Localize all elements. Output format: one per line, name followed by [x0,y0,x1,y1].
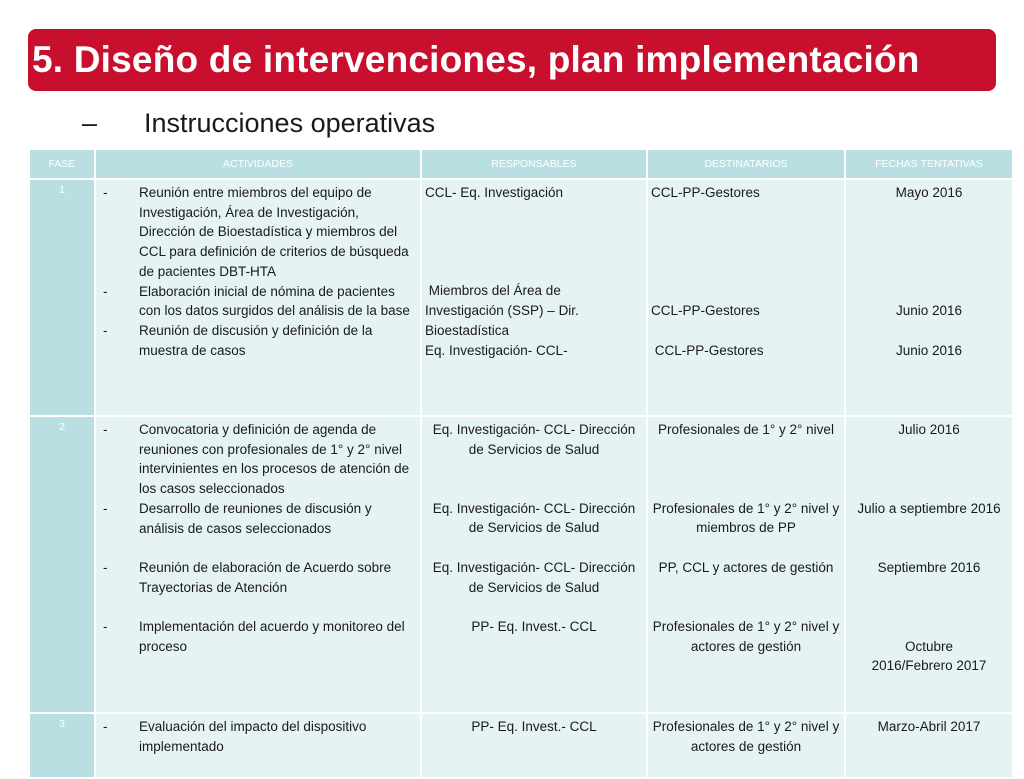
responsable-text: CCL- Eq. Investigación [425,185,564,200]
activity-text: Reunión de elaboración de Acuerdo sobre Trayectorias de Atención [139,559,392,595]
responsable-text: PP- Eq. Invest.- CCL [471,618,597,634]
actividades-cell [95,713,421,778]
activity-text: Convocatoria y definición de agenda de reuniones con profesionales de 1° y 2° nivel intervinientes en los procesos de atención de los casos seleccionados [139,422,410,497]
destinatario-text: Profesionales de 1° y 2° nivel [658,422,834,437]
destinatario-text: Profesionales de 1° y 2° nivel y actores de gestión [652,618,840,654]
responsables-cell [421,179,647,416]
activity-text: Reunión entre miembros del equipo de Investigación, Área de Investigación, Dirección de Bioestadística y miembros del CCL para definición de criterios de búsqueda de pacientes DBT-HTA [139,185,409,279]
fecha-text: Septiembre 2016 [877,559,981,575]
destinatario-text: CCL-PP-Gestores [651,303,760,319]
destinatarios-cell [647,416,845,713]
bullet: - [103,422,108,437]
fase-cell: 3 [29,713,95,778]
operations-table [28,148,1014,779]
responsables-cell [421,416,647,713]
activity-item [99,717,417,756]
activity-text: Elaboración inicial de nómina de pacientes con los datos surgidos del análisis de la base [139,283,410,319]
activity-item [99,558,417,597]
responsable-text: Eq. Investigación- CCL- Dirección de Servicios de Salud [432,500,636,536]
actividades-cell [95,179,421,416]
fecha-text: Julio a septiembre 2016 [857,500,1001,516]
fase-cell: 2 [29,416,95,713]
activity-text: Reunión de discusión y definición de la muestra de casos [139,322,373,358]
header-responsables: RESPONSABLES [421,149,647,179]
destinatario-text: Profesionales de 1° y 2° nivel y miembros de PP [652,500,840,536]
responsable-text: Eq. Investigación- CCL- Dirección de Servicios de Salud [432,559,636,595]
activity-item [99,183,417,282]
table-row [29,713,1013,778]
table-row [29,416,1013,713]
actividades-cell [95,416,421,713]
fase-cell: 1 [29,179,95,416]
responsable-text: Eq. Investigación- CCL- Dirección de Servicios de Salud [432,422,636,457]
destinatario-text: Profesionales de 1° y 2° nivel y actores de gestión [652,719,840,754]
fecha-text: Mayo 2016 [895,185,963,200]
slide-subtitle: Instrucciones operativas [144,108,436,138]
header-destinatarios: DESTINATARIOS [647,149,845,179]
bullet: - [103,719,108,734]
activity-text: Desarrollo de reuniones de discusión y análisis de casos seleccionados [139,500,372,536]
destinatarios-cell [647,713,845,778]
table-header-row [29,149,1013,179]
bullet: - [103,283,108,299]
activity-item [99,282,417,321]
fecha-text: Octubre 2016/Febrero 2017 [871,638,987,674]
fecha-text: Julio 2016 [898,422,960,437]
bullet: - [103,619,108,634]
bullet: - [103,500,108,516]
table-row [29,179,1013,416]
bullet: - [103,559,108,575]
destinatario-text: PP, CCL y actores de gestión [658,559,834,575]
fecha-text: Junio 2016 [895,303,963,319]
responsable-text: Eq. Investigación- CCL- [425,342,568,358]
activity-item [99,617,417,656]
destinatarios-cell [647,179,845,416]
subtitle-dash: – [82,108,98,138]
fechas-cell [845,179,1013,416]
destinatario-text: CCL-PP-Gestores [651,342,764,358]
activity-item [99,420,417,499]
bullet: - [103,185,108,200]
activity-item [99,321,417,360]
bullet: - [103,322,108,338]
responsable-text: PP- Eq. Invest.- CCL [471,719,597,734]
slide-subtitle-line [82,108,435,139]
fecha-text: Junio 2016 [895,342,963,358]
activity-text: Implementación del acuerdo y monitoreo del proceso [139,619,405,654]
fechas-cell [845,713,1013,778]
activity-item [99,499,417,538]
responsables-cell [421,713,647,778]
fecha-text: Marzo-Abril 2017 [877,719,981,734]
slide-title-bar [28,29,996,91]
activity-text: Evaluación del impacto del dispositivo implementado [139,719,367,754]
header-fechas: FECHAS TENTATIVAS [845,149,1013,179]
destinatario-text: CCL-PP-Gestores [651,185,760,200]
fechas-cell [845,416,1013,713]
header-actividades: ACTIVIDADES [95,149,421,179]
header-fase: FASE [29,149,95,179]
responsable-text: Miembros del Área de Investigación (SSP) – Dir. Bioestadística [425,283,583,338]
slide-title: 5. Diseño de intervenciones, plan implementación [32,39,920,80]
